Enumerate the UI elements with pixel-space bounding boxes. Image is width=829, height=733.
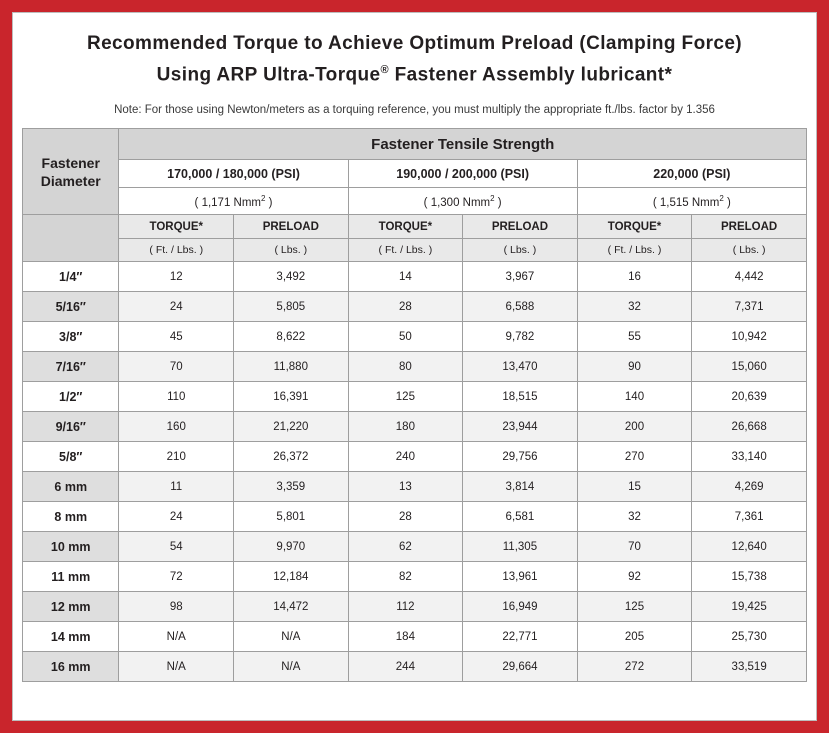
row-diameter: 1/4″ [23, 262, 119, 292]
row-preload-1: 3,492 [234, 262, 349, 292]
row-torque-3: 272 [577, 652, 692, 682]
row-torque-2: 82 [348, 562, 463, 592]
row-preload-3: 7,371 [692, 292, 807, 322]
row-preload-2: 3,967 [463, 262, 578, 292]
row-torque-1: N/A [119, 652, 234, 682]
row-preload-3: 15,738 [692, 562, 807, 592]
strength-group-3-metric-pre: ( 1,515 Nmm [652, 196, 720, 209]
row-torque-3: 140 [577, 382, 692, 412]
col-header-torque-1: TORQUE* [119, 215, 234, 239]
table-row [23, 592, 807, 622]
conversion-note: Note: For those using Newton/meters as a torquing reference, you must multiply the appropriate ft./lbs. factor by 1.356 [114, 104, 715, 117]
table-row [23, 412, 807, 442]
row-torque-1: 24 [119, 502, 234, 532]
row-torque-2: 50 [348, 322, 463, 352]
table-row [23, 532, 807, 562]
row-diameter: 8 mm [23, 502, 119, 532]
row-preload-3: 26,668 [692, 412, 807, 442]
table-row [23, 262, 807, 292]
row-preload-3: 33,519 [692, 652, 807, 682]
row-preload-1: 12,184 [234, 562, 349, 592]
row-torque-1: 24 [119, 292, 234, 322]
row-torque-1: 110 [119, 382, 234, 412]
title-line-2-part-a: Using ARP Ultra-Torque [156, 64, 381, 86]
row-preload-1: 3,359 [234, 472, 349, 502]
col-unit-torque-2: ( Ft. / Lbs. ) [348, 239, 463, 262]
row-torque-2: 28 [348, 502, 463, 532]
row-diameter: 6 mm [23, 472, 119, 502]
title-block [13, 13, 816, 94]
row-preload-1: N/A [234, 652, 349, 682]
row-torque-2: 240 [348, 442, 463, 472]
row-torque-2: 112 [348, 592, 463, 622]
fastener-diameter-header-line2: Diameter [23, 172, 118, 190]
col-header-preload-3: PRELOAD [692, 215, 807, 239]
row-preload-2: 6,581 [463, 502, 578, 532]
strength-group-3-metric-sup: 2 [719, 193, 724, 203]
strength-group-1-metric-pre: ( 1,171 Nmm [194, 196, 262, 209]
strength-group-2-metric [348, 188, 577, 215]
row-diameter: 16 mm [23, 652, 119, 682]
row-preload-1: 26,372 [234, 442, 349, 472]
row-torque-3: 92 [577, 562, 692, 592]
row-torque-2: 184 [348, 622, 463, 652]
table-header-band [23, 129, 807, 160]
row-preload-1: 11,880 [234, 352, 349, 382]
title-line-1: Recommended Torque to Achieve Optimum Preload (Clamping Force) [86, 33, 743, 54]
strength-group-3-psi: 220,000 (PSI) [577, 160, 806, 188]
table-row [23, 472, 807, 502]
col-header-torque-2: TORQUE* [348, 215, 463, 239]
row-torque-2: 14 [348, 262, 463, 292]
table-row [23, 292, 807, 322]
row-preload-2: 13,961 [463, 562, 578, 592]
row-preload-2: 23,944 [463, 412, 578, 442]
row-diameter: 5/16″ [23, 292, 119, 322]
row-preload-3: 4,442 [692, 262, 807, 292]
row-preload-2: 29,664 [463, 652, 578, 682]
document-page [12, 12, 817, 721]
row-preload-1: 5,805 [234, 292, 349, 322]
row-diameter: 11 mm [23, 562, 119, 592]
strength-group-2-metric-pre: ( 1,300 Nmm [423, 196, 491, 209]
row-preload-2: 11,305 [463, 532, 578, 562]
row-diameter: 5/8″ [23, 442, 119, 472]
table-row [23, 622, 807, 652]
row-preload-1: 21,220 [234, 412, 349, 442]
col-header-preload-2: PRELOAD [463, 215, 578, 239]
row-preload-2: 3,814 [463, 472, 578, 502]
table-row [23, 652, 807, 682]
row-torque-1: 70 [119, 352, 234, 382]
col-header-torque-3: TORQUE* [577, 215, 692, 239]
row-torque-2: 244 [348, 652, 463, 682]
strength-group-1-metric-sup: 2 [261, 193, 266, 203]
row-preload-1: 9,970 [234, 532, 349, 562]
row-torque-2: 62 [348, 532, 463, 562]
strength-group-2-metric-post: ) [494, 196, 502, 209]
row-torque-3: 270 [577, 442, 692, 472]
title-line-2-part-b: Fastener Assembly lubricant* [388, 64, 673, 86]
strength-group-3-metric [577, 188, 806, 215]
strength-group-3-metric-post: ) [723, 196, 731, 209]
column-header-row [23, 215, 807, 239]
row-preload-1: 8,622 [234, 322, 349, 352]
row-torque-2: 80 [348, 352, 463, 382]
row-diameter: 9/16″ [23, 412, 119, 442]
strength-group-1-metric-post: ) [265, 196, 273, 209]
row-torque-3: 90 [577, 352, 692, 382]
col-header-preload-1: PRELOAD [234, 215, 349, 239]
row-torque-1: 54 [119, 532, 234, 562]
row-torque-3: 125 [577, 592, 692, 622]
row-preload-2: 16,949 [463, 592, 578, 622]
table-row [23, 442, 807, 472]
row-preload-3: 20,639 [692, 382, 807, 412]
row-torque-3: 70 [577, 532, 692, 562]
row-preload-3: 25,730 [692, 622, 807, 652]
col-unit-preload-3: ( Lbs. ) [692, 239, 807, 262]
row-preload-1: 16,391 [234, 382, 349, 412]
row-preload-3: 15,060 [692, 352, 807, 382]
row-preload-1: 14,472 [234, 592, 349, 622]
row-preload-2: 13,470 [463, 352, 578, 382]
row-diameter: 14 mm [23, 622, 119, 652]
strength-group-2-psi: 190,000 / 200,000 (PSI) [348, 160, 577, 188]
table-row [23, 562, 807, 592]
row-diameter: 3/8″ [23, 322, 119, 352]
row-torque-1: 12 [119, 262, 234, 292]
row-torque-3: 15 [577, 472, 692, 502]
row-preload-3: 4,269 [692, 472, 807, 502]
col-unit-preload-2: ( Lbs. ) [463, 239, 578, 262]
row-torque-3: 205 [577, 622, 692, 652]
row-torque-3: 16 [577, 262, 692, 292]
col-unit-torque-3: ( Ft. / Lbs. ) [577, 239, 692, 262]
row-torque-3: 200 [577, 412, 692, 442]
row-preload-2: 22,771 [463, 622, 578, 652]
title-line-2 [33, 57, 796, 88]
row-torque-2: 13 [348, 472, 463, 502]
row-preload-1: 5,801 [234, 502, 349, 532]
row-preload-2: 9,782 [463, 322, 578, 352]
row-diameter: 10 mm [23, 532, 119, 562]
table-row [23, 382, 807, 412]
row-preload-3: 7,361 [692, 502, 807, 532]
strength-group-2-metric-sup: 2 [490, 193, 495, 203]
row-diameter: 7/16″ [23, 352, 119, 382]
row-torque-1: 45 [119, 322, 234, 352]
row-diameter: 1/2″ [23, 382, 119, 412]
row-preload-2: 18,515 [463, 382, 578, 412]
table-row [23, 352, 807, 382]
col-unit-torque-1: ( Ft. / Lbs. ) [119, 239, 234, 262]
row-torque-2: 125 [348, 382, 463, 412]
row-torque-1: 11 [119, 472, 234, 502]
row-torque-1: 72 [119, 562, 234, 592]
row-torque-1: 160 [119, 412, 234, 442]
row-torque-3: 32 [577, 292, 692, 322]
col-unit-preload-1: ( Lbs. ) [234, 239, 349, 262]
column-unit-row [23, 239, 807, 262]
row-torque-1: N/A [119, 622, 234, 652]
row-torque-2: 28 [348, 292, 463, 322]
row-torque-3: 55 [577, 322, 692, 352]
registered-mark: ® [380, 64, 389, 76]
fastener-diameter-header-line1: Fastener [23, 154, 118, 172]
strength-group-1-metric [119, 188, 348, 215]
row-torque-3: 32 [577, 502, 692, 532]
row-preload-3: 10,942 [692, 322, 807, 352]
strength-group-1-psi: 170,000 / 180,000 (PSI) [119, 160, 348, 188]
row-torque-1: 98 [119, 592, 234, 622]
strength-metric-row [23, 188, 807, 215]
row-preload-2: 6,588 [463, 292, 578, 322]
row-preload-3: 33,140 [692, 442, 807, 472]
row-torque-2: 180 [348, 412, 463, 442]
row-torque-1: 210 [119, 442, 234, 472]
strength-psi-row [23, 160, 807, 188]
table-row [23, 502, 807, 532]
row-preload-3: 19,425 [692, 592, 807, 622]
tensile-strength-band-title: Fastener Tensile Strength [119, 129, 807, 160]
torque-table [22, 128, 807, 682]
table-row [23, 322, 807, 352]
fastener-diameter-header [23, 129, 119, 215]
row-preload-1: N/A [234, 622, 349, 652]
row-preload-3: 12,640 [692, 532, 807, 562]
fastener-diameter-header-spacer [23, 215, 119, 262]
row-diameter: 12 mm [23, 592, 119, 622]
row-preload-2: 29,756 [463, 442, 578, 472]
